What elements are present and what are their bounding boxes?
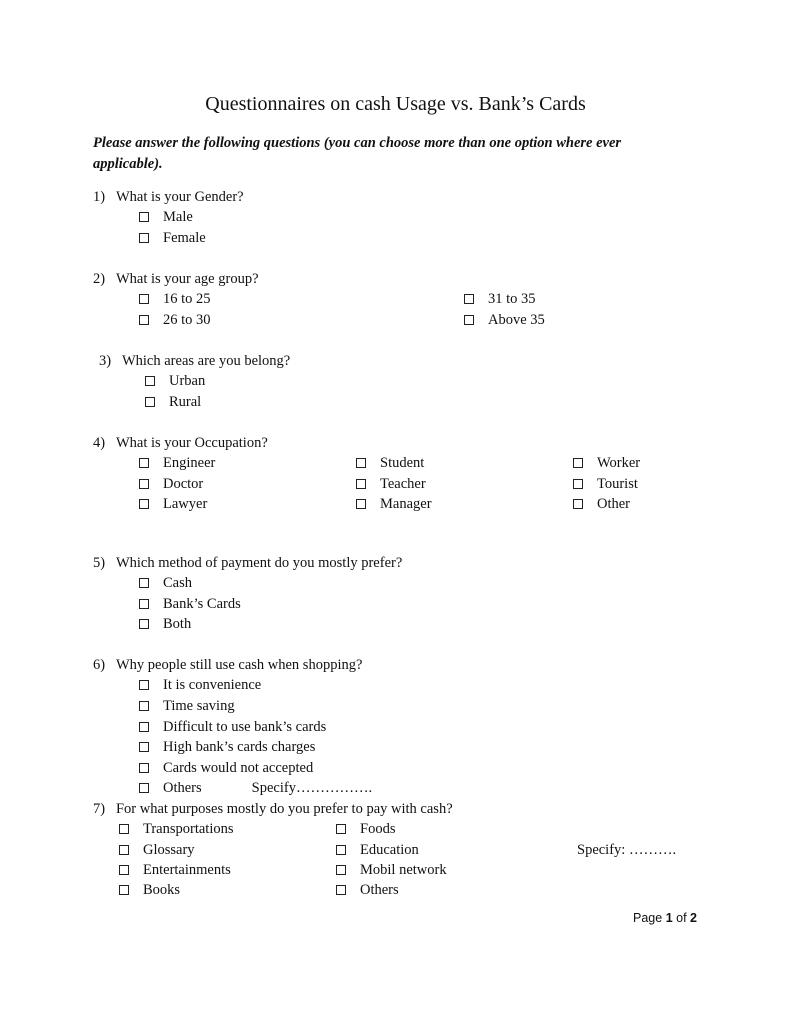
option-31-to-35[interactable] — [464, 290, 536, 308]
option-label: Teacher — [380, 476, 426, 492]
option-female[interactable] — [139, 229, 206, 247]
option-label: Male — [163, 209, 193, 225]
option-difficult-cards[interactable] — [139, 718, 326, 736]
checkbox[interactable] — [573, 479, 583, 489]
option-glossary[interactable] — [119, 841, 195, 859]
checkbox[interactable] — [356, 479, 366, 489]
specify-field[interactable]: Specify……………. — [251, 780, 373, 796]
option-label: Bank’s Cards — [163, 596, 241, 612]
option-label: Transportations — [143, 821, 234, 837]
of-word: of — [676, 911, 687, 925]
checkbox[interactable] — [336, 865, 346, 875]
option-others[interactable] — [139, 779, 372, 797]
option-label: Tourist — [597, 476, 638, 492]
checkbox[interactable] — [119, 824, 129, 834]
checkbox[interactable] — [139, 619, 149, 629]
checkbox[interactable] — [139, 315, 149, 325]
checkbox[interactable] — [139, 578, 149, 588]
option-manager[interactable] — [356, 495, 432, 513]
option-others-q7[interactable] — [336, 881, 399, 899]
checkbox[interactable] — [139, 742, 149, 752]
option-label: Cards would not accepted — [163, 760, 314, 776]
question-6 — [93, 656, 362, 674]
checkbox[interactable] — [573, 499, 583, 509]
question-1 — [93, 188, 244, 206]
option-label: Difficult to use bank’s cards — [163, 719, 327, 735]
option-label: Entertainments — [143, 862, 231, 878]
option-label: Lawyer — [163, 496, 208, 512]
question-2 — [93, 270, 259, 288]
checkbox[interactable] — [139, 294, 149, 304]
option-teacher[interactable] — [356, 475, 426, 493]
checkbox[interactable] — [139, 599, 149, 609]
option-label: Books — [143, 882, 181, 898]
option-worker[interactable] — [573, 454, 640, 472]
total-pages: 2 — [690, 911, 697, 925]
option-label: Glossary — [143, 842, 195, 858]
question-text: Why people still use cash when shopping? — [115, 657, 363, 673]
question-text: What is your age group? — [115, 271, 259, 287]
option-student[interactable] — [356, 454, 424, 472]
option-label: High bank’s cards charges — [163, 739, 316, 755]
checkbox[interactable] — [139, 212, 149, 222]
option-label: Female — [163, 230, 206, 246]
question-number: 4) — [93, 435, 106, 451]
question-text: Which method of payment do you mostly prefer? — [115, 555, 403, 571]
question-number: 2) — [93, 271, 106, 287]
option-engineer[interactable] — [139, 454, 215, 472]
option-16-to-25[interactable] — [139, 290, 211, 308]
option-cards-not-accepted[interactable] — [139, 759, 313, 777]
checkbox[interactable] — [464, 294, 474, 304]
checkbox[interactable] — [336, 824, 346, 834]
option-doctor[interactable] — [139, 475, 203, 493]
option-26-to-30[interactable] — [139, 311, 211, 329]
question-3 — [99, 352, 290, 370]
option-label: Above 35 — [488, 312, 545, 328]
checkbox[interactable] — [356, 499, 366, 509]
option-label: Mobil network — [360, 862, 447, 878]
option-label: Other — [597, 496, 631, 512]
option-above-35[interactable] — [464, 311, 545, 329]
checkbox[interactable] — [336, 885, 346, 895]
option-rural[interactable] — [145, 393, 201, 411]
checkbox[interactable] — [139, 499, 149, 509]
checkbox[interactable] — [573, 458, 583, 468]
option-banks-cards[interactable] — [139, 595, 241, 613]
option-mobil-network[interactable] — [336, 861, 447, 879]
option-transportations[interactable] — [119, 820, 234, 838]
option-label: Foods — [360, 821, 396, 837]
specify-field[interactable]: Specify: ………. — [577, 842, 677, 858]
checkbox[interactable] — [145, 376, 155, 386]
checkbox[interactable] — [145, 397, 155, 407]
checkbox[interactable] — [139, 458, 149, 468]
question-7 — [93, 800, 453, 818]
option-education[interactable] — [336, 841, 419, 859]
option-label: 31 to 35 — [488, 291, 536, 307]
option-label: Education — [360, 842, 419, 858]
option-label: Worker — [597, 455, 641, 471]
option-label: Others — [163, 780, 202, 796]
option-foods[interactable] — [336, 820, 395, 838]
option-label: Time saving — [163, 698, 235, 714]
checkbox[interactable] — [139, 233, 149, 243]
checkbox[interactable] — [356, 458, 366, 468]
instructions: Please answer the following questions (you can choose more than one option where ever applicable). — [93, 135, 622, 172]
checkbox[interactable] — [139, 722, 149, 732]
checkbox[interactable] — [139, 479, 149, 489]
question-4 — [93, 434, 268, 452]
option-label: 26 to 30 — [163, 312, 211, 328]
option-label: Engineer — [163, 455, 216, 471]
checkbox[interactable] — [464, 315, 474, 325]
option-label: Urban — [169, 373, 206, 389]
option-label: Doctor — [163, 476, 204, 492]
question-number: 1) — [93, 189, 106, 205]
question-number: 5) — [93, 555, 106, 571]
option-time-saving[interactable] — [139, 697, 235, 715]
option-label: Others — [360, 882, 399, 898]
page-title: Questionnaires on cash Usage vs. Bank’s Cards — [205, 93, 586, 115]
current-page: 1 — [665, 911, 673, 925]
option-high-charges[interactable] — [139, 738, 315, 756]
question-text: What is your Gender? — [115, 189, 244, 205]
question-text: What is your Occupation? — [115, 435, 268, 451]
question-number: 3) — [99, 353, 112, 369]
option-convenience[interactable] — [139, 676, 261, 694]
option-label: Cash — [163, 575, 192, 591]
option-label: Rural — [169, 394, 202, 410]
option-male[interactable] — [139, 208, 193, 226]
question-text: Which areas are you belong? — [121, 353, 291, 369]
option-label: Both — [163, 616, 192, 632]
option-both[interactable] — [139, 615, 191, 633]
option-other[interactable] — [573, 495, 630, 513]
option-label: It is convenience — [163, 677, 262, 693]
question-number: 6) — [93, 657, 106, 673]
checkbox[interactable] — [139, 783, 149, 793]
question-number: 7) — [93, 801, 106, 817]
checkbox[interactable] — [119, 865, 129, 875]
option-label: 16 to 25 — [163, 291, 211, 307]
option-tourist[interactable] — [573, 475, 638, 493]
option-entertainments[interactable] — [119, 861, 231, 879]
checkbox[interactable] — [336, 845, 346, 855]
option-cash[interactable] — [139, 574, 192, 592]
question-5 — [93, 554, 402, 572]
checkbox[interactable] — [119, 885, 129, 895]
page-word: Page — [633, 911, 663, 925]
question-text: For what purposes mostly do you prefer to pay with cash? — [115, 801, 453, 817]
checkbox[interactable] — [139, 763, 149, 773]
option-label: Manager — [380, 496, 432, 512]
checkbox[interactable] — [119, 845, 129, 855]
option-urban[interactable] — [145, 372, 205, 390]
option-books[interactable] — [119, 881, 180, 899]
checkbox[interactable] — [139, 701, 149, 711]
checkbox[interactable] — [139, 680, 149, 690]
page-number — [633, 910, 697, 926]
option-lawyer[interactable] — [139, 495, 207, 513]
option-label: Student — [380, 455, 425, 471]
